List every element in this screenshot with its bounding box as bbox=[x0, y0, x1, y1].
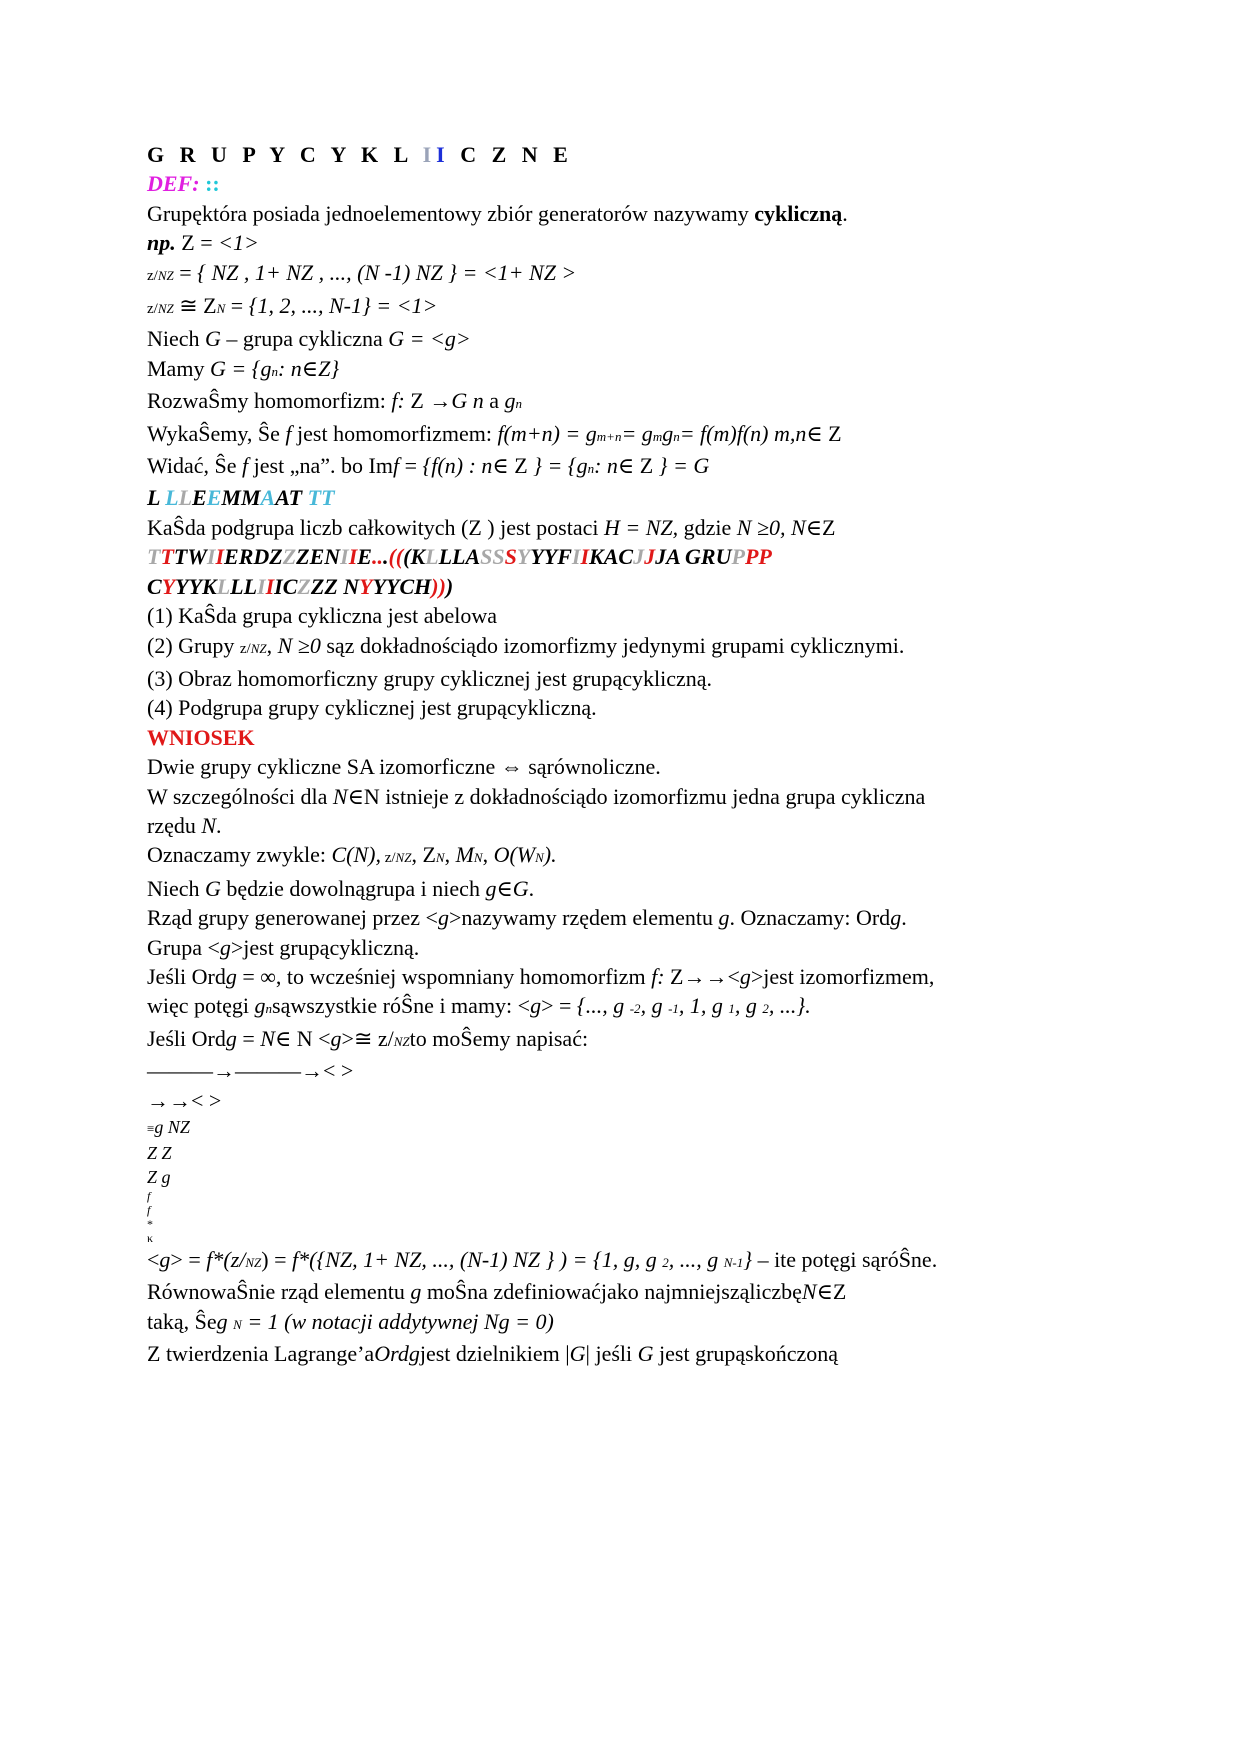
page-title: G R U P Y C Y K L II C Z N E bbox=[147, 142, 573, 167]
tw1-segment: ERDZ bbox=[224, 544, 283, 570]
tw2-segment: C bbox=[147, 573, 162, 599]
tw1-segment: . bbox=[382, 544, 389, 570]
lagrange-line: Z twierdzenia Lagrange’aOrdgjest dzielnikiem |G| jeśli G jest grupąskończoną bbox=[147, 1341, 839, 1367]
group-set-line: Mamy G = {gn: n∈Z} bbox=[147, 355, 340, 381]
tw2-segment: ZZ N bbox=[310, 573, 360, 599]
lemat-segment: E bbox=[192, 485, 207, 511]
tw2-segment: Z bbox=[297, 573, 311, 599]
tw2-segment: L bbox=[216, 573, 231, 599]
tw2-segment: IC bbox=[274, 573, 298, 599]
tw2-segment: Y bbox=[359, 573, 373, 599]
diagram-fragment-2: Z Z bbox=[147, 1143, 172, 1163]
tw1-segment: YYF bbox=[530, 544, 572, 570]
tw1-segment: L bbox=[425, 544, 439, 570]
finite-order-line: Jeśli Ordg = N∈ N <g>≅ z/NZto moŜemy napisać: bbox=[147, 1025, 589, 1051]
definition-text: Grupęktóra posiada jednoelementowy zbiór generatorów nazywamy cykliczną. bbox=[147, 200, 848, 226]
diagram-arrows-1: ———→———→< > bbox=[147, 1058, 354, 1084]
tw1-segment: SS bbox=[480, 544, 505, 570]
example-line: np. Z = <1> bbox=[147, 230, 259, 256]
corollary-line-2: W szczególności dla N∈N istnieje z dokładnościądo izomorfizmu jedna grupa cykliczna bbox=[147, 783, 926, 809]
tw1-segment: S bbox=[504, 544, 517, 570]
quotient-line: z/NZ = { NZ , 1+ NZ , ..., (N -1) NZ } = <1+ NZ > bbox=[147, 259, 577, 285]
notation-line: Oznaczamy zwykle: C(N), z/NZ, ZN, MN, O(WN). bbox=[147, 842, 557, 868]
wniosek-heading: WNIOSEK bbox=[147, 724, 255, 750]
diagram-fragment-1: ≡g NZ bbox=[147, 1117, 190, 1137]
lemat-segment: L bbox=[178, 485, 193, 511]
tw1-segment: I bbox=[571, 544, 581, 570]
corollary-line-3: rzędu N. bbox=[147, 812, 222, 838]
isomorphism-line: z/NZ ≅ ZN = {1, 2, ..., N-1} = <1> bbox=[147, 293, 438, 319]
document-page bbox=[147, 140, 1107, 1369]
lemat-segment: MM bbox=[221, 485, 261, 511]
tw1-segment: (( bbox=[388, 544, 404, 570]
lemat-segment: E bbox=[206, 485, 222, 511]
tw1-segment: I bbox=[580, 544, 590, 570]
property-2: (2) Grupy z/NZ, N ≥0 sąz dokładnościądo izomorfizmy jedynymi grupami cyklicznymi. bbox=[147, 632, 905, 658]
diagram-fragment-5: f bbox=[147, 1203, 151, 1217]
tw2-segment: I bbox=[265, 573, 275, 599]
tw1-segment: I bbox=[206, 544, 216, 570]
diagram-fragment-6: * bbox=[147, 1217, 153, 1231]
element-line: Niech G będzie dowolnągrupa i niech g∈G. bbox=[147, 875, 535, 901]
lemat-segment: AT bbox=[275, 485, 303, 511]
tw1-segment: ZEN bbox=[296, 544, 341, 570]
surjective-line: Widać, Ŝe f jest „na”. bo Imf = {f(n) : n∈ Z } = {gn: n∈ Z } = G bbox=[147, 453, 710, 479]
proof-line: WykaŜemy, Ŝe f jest homomorfizmem: f(m+n) = gm+n= gmgn= f(m)f(n) m,n∈ Z bbox=[147, 420, 842, 446]
theorem-heading-2 bbox=[147, 572, 1107, 601]
tw2-segment: YYK bbox=[175, 573, 217, 599]
diagram-fragment-3: Z g bbox=[147, 1167, 171, 1187]
tw1-segment: .. bbox=[371, 544, 383, 570]
lemat-text: KaŜda podgrupa liczb całkowitych (Z ) jest postaci H = NZ, gdzie N ≥0, N∈Z bbox=[147, 514, 836, 540]
tw2-segment: Y bbox=[161, 573, 176, 599]
generated-group-line: Grupa <g>jest grupącykliczną. bbox=[147, 934, 420, 960]
tw1-segment: JA GRU bbox=[655, 544, 732, 570]
tw1-segment: KAC bbox=[589, 544, 634, 570]
property-4: (4) Podgrupa grupy cyklicznej jest grupącykliczną. bbox=[147, 695, 597, 721]
tw1-segment: J bbox=[644, 544, 656, 570]
tw1-segment: PP bbox=[744, 544, 772, 570]
additive-notation-line: taką, Ŝeg N = 1 (w notacji addytywnej Ng = 0) bbox=[147, 1308, 554, 1334]
tw1-segment: E bbox=[357, 544, 372, 570]
tw2-segment: )) bbox=[431, 573, 446, 599]
tw2-segment: I bbox=[257, 573, 266, 599]
tw1-segment: T bbox=[147, 544, 161, 570]
tw2-segment: LL bbox=[230, 573, 258, 599]
def-heading: DEF: :: bbox=[147, 171, 220, 197]
tw1-segment: J bbox=[633, 544, 645, 570]
tw1-segment: T bbox=[160, 544, 174, 570]
tw1-segment: Y bbox=[516, 544, 531, 570]
tw1-segment: I bbox=[348, 544, 358, 570]
infinite-order-line: Jeśli Ordg = ∞, to wcześniej wspomniany homomorfizm f: Z→→<g>jest izomorfizmem, bbox=[147, 963, 935, 989]
tw1-segment: TW bbox=[173, 544, 207, 570]
image-formula-line: <g> = f*(z/NZ) = f*({NZ, 1+ NZ, ..., (N-1) NZ } ) = {1, g, g 2, ..., g N-1} – ite potęgi sąróŜne. bbox=[147, 1247, 938, 1272]
tw1-segment: Z bbox=[282, 544, 297, 570]
equivalent-definition-line: RównowaŜnie rząd elementu g moŜna zdefiniowaćjako najmniejsząliczbęN∈Z bbox=[147, 1279, 847, 1305]
homomorphism-line: RozwaŜmy homomorfizm: f: Z →G n a gn bbox=[147, 388, 522, 414]
tw1-segment: I bbox=[215, 544, 225, 570]
tw1-segment: (K bbox=[403, 544, 426, 570]
diagram-fragment-4: f bbox=[147, 1189, 151, 1203]
lemat-segment: L bbox=[159, 485, 179, 511]
tw2-segment: ) bbox=[445, 573, 454, 599]
tw1-segment: P bbox=[731, 544, 745, 570]
property-1: (1) KaŜda grupa cykliczna jest abelowa bbox=[147, 603, 498, 629]
lemat-segment: A bbox=[260, 485, 276, 511]
powers-line: więc potęgi gnsąwszystkie róŜne i mamy: <g> = {..., g -2, g -1, 1, g 1, g 2, ...}. bbox=[147, 993, 811, 1019]
order-definition-line: Rząd grupy generowanej przez <g>nazywamy rzędem elementu g. Oznaczamy: Ordg. bbox=[147, 905, 907, 931]
cyclic-group-line: Niech G – grupa cykliczna G = <g> bbox=[147, 326, 471, 352]
theorem-heading-1 bbox=[147, 542, 1107, 571]
corollary-line-1: Dwie grupy cykliczne SA izomorficzne ⇔ sąrównoliczne. bbox=[147, 754, 661, 780]
diagram-arrows-2: →→< > bbox=[147, 1087, 222, 1113]
diagram-fragment-7: κ bbox=[147, 1231, 154, 1245]
lemat-segment: TT bbox=[307, 485, 335, 511]
tw1-segment: LLA bbox=[438, 544, 481, 570]
tw2-segment: YYCH bbox=[372, 573, 432, 599]
lemat-segment: L bbox=[147, 485, 160, 511]
tw1-segment: I bbox=[340, 544, 349, 570]
lemat-heading bbox=[147, 483, 1107, 512]
property-3: (3) Obraz homomorficzny grupy cyklicznej jest grupącykliczną. bbox=[147, 665, 713, 691]
